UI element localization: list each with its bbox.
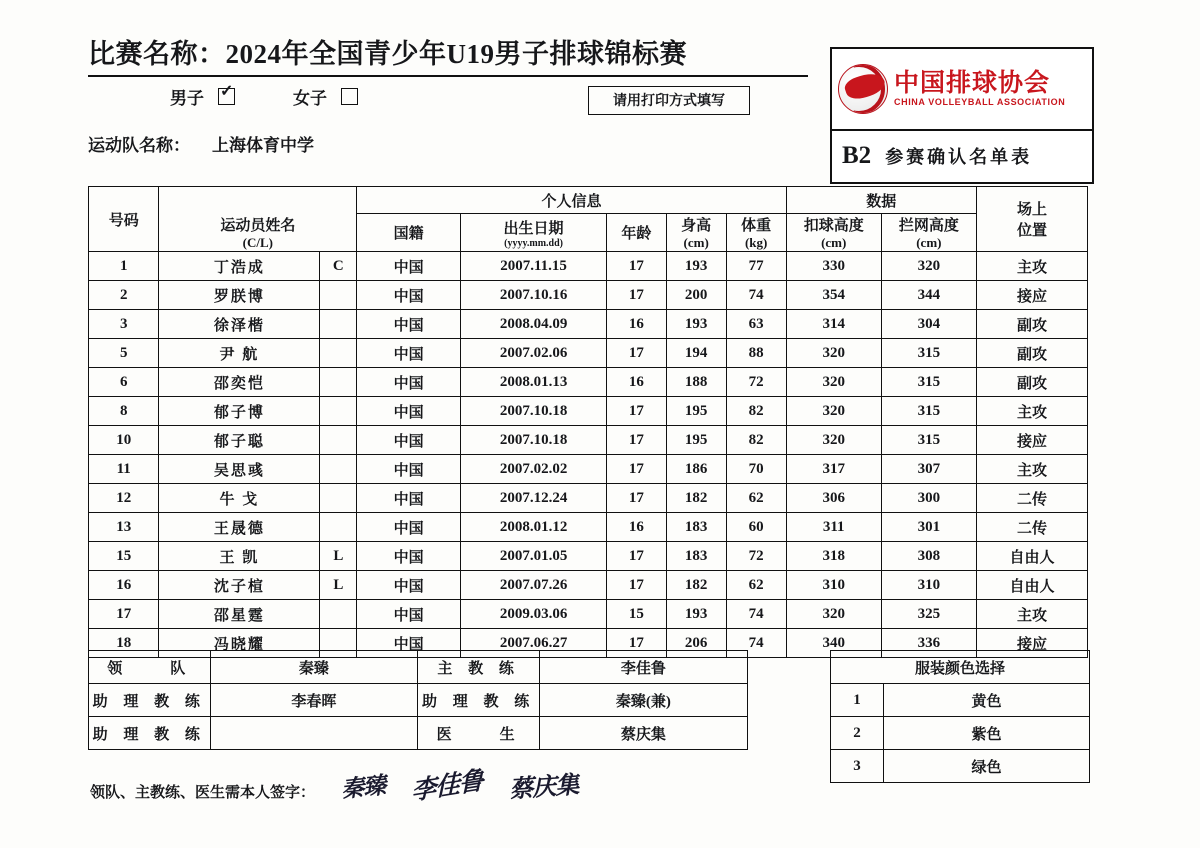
staff-table bbox=[88, 650, 748, 750]
cell-number: 11 bbox=[89, 455, 159, 484]
cell-height: 194 bbox=[666, 339, 726, 368]
cell-weight: 74 bbox=[726, 281, 786, 310]
cell-position: 副攻 bbox=[976, 339, 1087, 368]
team-name: 上海体育中学 bbox=[212, 136, 314, 155]
header-birthdate-main: 出生日期 bbox=[503, 220, 564, 237]
cell-birthdate: 2007.01.05 bbox=[460, 542, 606, 571]
cell-position: 副攻 bbox=[976, 368, 1087, 397]
team-row bbox=[88, 131, 314, 156]
cell-block: 301 bbox=[881, 513, 976, 542]
cell-block: 344 bbox=[881, 281, 976, 310]
header-spike-unit: (cm) bbox=[821, 235, 847, 250]
cell-number: 17 bbox=[89, 600, 159, 629]
cell-athlete-name: 徐泽楷 bbox=[159, 310, 320, 339]
cell-height: 182 bbox=[666, 484, 726, 513]
cell-nationality: 中国 bbox=[357, 397, 461, 426]
header-age: 年龄 bbox=[607, 214, 666, 252]
cell-block: 304 bbox=[881, 310, 976, 339]
header-position-line2: 位置 bbox=[1016, 223, 1047, 239]
color-index: 3 bbox=[831, 750, 884, 783]
cell-weight: 88 bbox=[726, 339, 786, 368]
table-row bbox=[89, 368, 1088, 397]
cell-block: 315 bbox=[881, 426, 976, 455]
cell-spike: 340 bbox=[786, 629, 881, 658]
cell-weight: 82 bbox=[726, 426, 786, 455]
cell-athlete-name: 郁子聪 bbox=[159, 426, 320, 455]
cell-spike: 320 bbox=[786, 339, 881, 368]
cell-weight: 72 bbox=[726, 542, 786, 571]
cell-spike: 320 bbox=[786, 426, 881, 455]
header-block-unit: (cm) bbox=[916, 235, 942, 250]
table-row bbox=[89, 281, 1088, 310]
cell-age: 16 bbox=[607, 513, 666, 542]
table-row bbox=[89, 484, 1088, 513]
signature-doctor: 蔡庆集 bbox=[508, 769, 580, 804]
header-spike-main: 扣球高度 bbox=[803, 218, 864, 234]
cell-athlete-name: 沈子楦 bbox=[159, 571, 320, 600]
cell-weight: 77 bbox=[726, 252, 786, 281]
male-label: 男子 bbox=[170, 89, 204, 108]
cell-age: 17 bbox=[607, 571, 666, 600]
cell-height: 206 bbox=[666, 629, 726, 658]
cell-height: 193 bbox=[666, 600, 726, 629]
cell-block: 336 bbox=[881, 629, 976, 658]
color-value: 绿色 bbox=[884, 750, 1090, 783]
cell-block: 315 bbox=[881, 397, 976, 426]
header-birthdate bbox=[460, 214, 606, 252]
color-row bbox=[831, 750, 1090, 783]
header-group-data: 数据 bbox=[786, 187, 976, 214]
cell-height: 186 bbox=[666, 455, 726, 484]
cell-position: 主攻 bbox=[976, 252, 1087, 281]
association-name-cn: 中国排球协会 bbox=[894, 69, 1051, 97]
cell-height: 200 bbox=[666, 281, 726, 310]
cell-position: 接应 bbox=[976, 629, 1087, 658]
cell-cl bbox=[320, 339, 357, 368]
assistant1-value: 李春晖 bbox=[210, 684, 418, 717]
cell-spike: 320 bbox=[786, 368, 881, 397]
cell-nationality: 中国 bbox=[357, 484, 461, 513]
cell-weight: 63 bbox=[726, 310, 786, 339]
cell-spike: 306 bbox=[786, 484, 881, 513]
cell-block: 315 bbox=[881, 368, 976, 397]
cell-weight: 74 bbox=[726, 600, 786, 629]
staff-row-assistant1 bbox=[89, 684, 748, 717]
cell-height: 188 bbox=[666, 368, 726, 397]
cell-nationality: 中国 bbox=[357, 629, 461, 658]
cell-nationality: 中国 bbox=[357, 339, 461, 368]
cell-nationality: 中国 bbox=[357, 281, 461, 310]
cell-birthdate: 2007.06.27 bbox=[460, 629, 606, 658]
cell-birthdate: 2007.07.26 bbox=[460, 571, 606, 600]
male-checkbox[interactable] bbox=[218, 88, 235, 105]
cell-cl bbox=[320, 281, 357, 310]
cell-number: 5 bbox=[89, 339, 159, 368]
table-row bbox=[89, 310, 1088, 339]
color-row bbox=[831, 684, 1090, 717]
gender-selection bbox=[170, 84, 358, 109]
header-height-main: 身高 bbox=[681, 218, 712, 234]
color-index: 1 bbox=[831, 684, 884, 717]
cell-spike: 320 bbox=[786, 397, 881, 426]
table-header-row-1 bbox=[89, 187, 1088, 214]
cell-weight: 60 bbox=[726, 513, 786, 542]
cell-height: 193 bbox=[666, 252, 726, 281]
staff-row-leader bbox=[89, 651, 748, 684]
cell-weight: 62 bbox=[726, 484, 786, 513]
table-row bbox=[89, 600, 1088, 629]
staff-row-assistant3 bbox=[89, 717, 748, 750]
color-table-body bbox=[831, 684, 1090, 783]
cell-nationality: 中国 bbox=[357, 368, 461, 397]
assistant2-label: 助 理 教 练 bbox=[418, 684, 540, 717]
header-height bbox=[666, 214, 726, 252]
cell-athlete-name: 丁浩成 bbox=[159, 252, 320, 281]
cell-spike: 320 bbox=[786, 600, 881, 629]
cell-age: 17 bbox=[607, 455, 666, 484]
roster-body bbox=[89, 252, 1088, 658]
header-block bbox=[881, 214, 976, 252]
cell-spike: 314 bbox=[786, 310, 881, 339]
cell-athlete-name: 王 凯 bbox=[159, 542, 320, 571]
female-checkbox[interactable] bbox=[341, 88, 358, 105]
cell-birthdate: 2007.11.15 bbox=[460, 252, 606, 281]
signature-leader: 秦臻 bbox=[339, 771, 387, 804]
header-block-main: 拦网高度 bbox=[898, 218, 959, 234]
cell-nationality: 中国 bbox=[357, 600, 461, 629]
cell-birthdate: 2007.10.16 bbox=[460, 281, 606, 310]
female-label: 女子 bbox=[293, 89, 327, 108]
volleyball-icon bbox=[838, 64, 888, 114]
cell-age: 15 bbox=[607, 600, 666, 629]
header-number: 号码 bbox=[89, 187, 159, 252]
cell-nationality: 中国 bbox=[357, 455, 461, 484]
cell-cl: L bbox=[320, 571, 357, 600]
cell-spike: 311 bbox=[786, 513, 881, 542]
cell-number: 2 bbox=[89, 281, 159, 310]
cell-number: 8 bbox=[89, 397, 159, 426]
cell-block: 325 bbox=[881, 600, 976, 629]
cell-block: 307 bbox=[881, 455, 976, 484]
cell-athlete-name: 吴思彧 bbox=[159, 455, 320, 484]
color-index: 2 bbox=[831, 717, 884, 750]
header-athlete-name: 运动员姓名 bbox=[220, 218, 296, 234]
association-name-en: CHINA VOLLEYBALL ASSOCIATION bbox=[894, 97, 1066, 108]
cell-number: 6 bbox=[89, 368, 159, 397]
leader-label: 领 队 bbox=[89, 651, 211, 684]
cell-spike: 330 bbox=[786, 252, 881, 281]
table-row bbox=[89, 339, 1088, 368]
cell-birthdate: 2008.01.12 bbox=[460, 513, 606, 542]
cell-weight: 72 bbox=[726, 368, 786, 397]
cell-cl bbox=[320, 600, 357, 629]
cell-block: 308 bbox=[881, 542, 976, 571]
cell-age: 17 bbox=[607, 484, 666, 513]
cell-spike: 318 bbox=[786, 542, 881, 571]
cell-cl bbox=[320, 455, 357, 484]
table-row bbox=[89, 513, 1088, 542]
color-table-header bbox=[831, 651, 1090, 684]
cell-position: 接应 bbox=[976, 281, 1087, 310]
cell-number: 15 bbox=[89, 542, 159, 571]
doctor-value: 蔡庆集 bbox=[539, 717, 747, 750]
assistant1-label: 助 理 教 练 bbox=[89, 684, 211, 717]
cell-age: 16 bbox=[607, 310, 666, 339]
cell-position: 副攻 bbox=[976, 310, 1087, 339]
head-coach-label: 主 教 练 bbox=[418, 651, 540, 684]
form-title bbox=[88, 32, 808, 77]
cell-nationality: 中国 bbox=[357, 310, 461, 339]
cell-athlete-name: 郁子博 bbox=[159, 397, 320, 426]
cell-age: 17 bbox=[607, 339, 666, 368]
form-name: 参赛确认名单表 bbox=[885, 147, 1033, 167]
cell-height: 193 bbox=[666, 310, 726, 339]
cell-height: 195 bbox=[666, 426, 726, 455]
cell-weight: 74 bbox=[726, 629, 786, 658]
cell-block: 310 bbox=[881, 571, 976, 600]
cell-nationality: 中国 bbox=[357, 542, 461, 571]
cell-birthdate: 2007.10.18 bbox=[460, 426, 606, 455]
cell-age: 17 bbox=[607, 629, 666, 658]
signature-row bbox=[90, 765, 580, 806]
cell-cl bbox=[320, 513, 357, 542]
header-weight-unit: (kg) bbox=[744, 235, 768, 250]
header-position-line1: 场上 bbox=[1016, 202, 1047, 218]
cell-cl bbox=[320, 368, 357, 397]
header-weight-main: 体重 bbox=[741, 218, 772, 234]
cell-athlete-name: 邵星霆 bbox=[159, 600, 320, 629]
table-row bbox=[89, 542, 1088, 571]
cell-position: 接应 bbox=[976, 426, 1087, 455]
roster-table bbox=[88, 186, 1088, 658]
cell-height: 183 bbox=[666, 513, 726, 542]
logo-bottom bbox=[832, 131, 1092, 181]
cell-spike: 354 bbox=[786, 281, 881, 310]
cell-athlete-name: 冯晓耀 bbox=[159, 629, 320, 658]
cell-birthdate: 2007.02.06 bbox=[460, 339, 606, 368]
cell-athlete-name: 尹 航 bbox=[159, 339, 320, 368]
cell-birthdate: 2007.02.02 bbox=[460, 455, 606, 484]
cell-nationality: 中国 bbox=[357, 426, 461, 455]
team-label: 运动队名称： bbox=[88, 136, 190, 155]
cell-age: 17 bbox=[607, 281, 666, 310]
logo-top bbox=[832, 49, 1092, 131]
cell-weight: 62 bbox=[726, 571, 786, 600]
assistant2-value: 秦臻(兼) bbox=[539, 684, 747, 717]
cell-birthdate: 2007.12.24 bbox=[460, 484, 606, 513]
header-spike bbox=[786, 214, 881, 252]
color-row bbox=[831, 717, 1090, 750]
cell-athlete-name: 牛 戈 bbox=[159, 484, 320, 513]
header-height-unit: (cm) bbox=[683, 235, 709, 250]
cell-position: 主攻 bbox=[976, 397, 1087, 426]
header-birthdate-sub: (yyyy.mm.dd) bbox=[504, 237, 564, 249]
cell-cl bbox=[320, 426, 357, 455]
table-row bbox=[89, 426, 1088, 455]
cell-number: 13 bbox=[89, 513, 159, 542]
cell-position: 主攻 bbox=[976, 455, 1087, 484]
cell-nationality: 中国 bbox=[357, 571, 461, 600]
cell-cl bbox=[320, 484, 357, 513]
cell-block: 320 bbox=[881, 252, 976, 281]
assistant3-value bbox=[210, 717, 418, 750]
head-coach-value: 李佳鲁 bbox=[539, 651, 747, 684]
cell-spike: 310 bbox=[786, 571, 881, 600]
color-value: 紫色 bbox=[884, 717, 1090, 750]
header-athlete-name-sub: (C/L) bbox=[242, 235, 273, 250]
cell-number: 16 bbox=[89, 571, 159, 600]
cell-block: 315 bbox=[881, 339, 976, 368]
cell-birthdate: 2009.03.06 bbox=[460, 600, 606, 629]
page-title: 比赛名称：2024年全国青少年U19男子排球锦标赛 bbox=[88, 32, 808, 77]
cell-birthdate: 2008.01.13 bbox=[460, 368, 606, 397]
cell-height: 183 bbox=[666, 542, 726, 571]
header-group-personal: 个人信息 bbox=[357, 187, 786, 214]
cell-number: 10 bbox=[89, 426, 159, 455]
color-value: 黄色 bbox=[884, 684, 1090, 717]
cell-birthdate: 2007.10.18 bbox=[460, 397, 606, 426]
cell-nationality: 中国 bbox=[357, 252, 461, 281]
cell-birthdate: 2008.04.09 bbox=[460, 310, 606, 339]
header-position bbox=[976, 187, 1087, 252]
cell-weight: 82 bbox=[726, 397, 786, 426]
header-athlete-name-group bbox=[159, 187, 357, 252]
print-note: 请用打印方式填写 bbox=[588, 86, 750, 115]
cell-cl: C bbox=[320, 252, 357, 281]
cell-age: 17 bbox=[607, 542, 666, 571]
cell-position: 主攻 bbox=[976, 600, 1087, 629]
assistant3-label: 助 理 教 练 bbox=[89, 717, 211, 750]
cell-cl bbox=[320, 310, 357, 339]
cell-nationality: 中国 bbox=[357, 513, 461, 542]
cell-cl bbox=[320, 397, 357, 426]
table-row bbox=[89, 397, 1088, 426]
cell-height: 195 bbox=[666, 397, 726, 426]
header-weight bbox=[726, 214, 786, 252]
table-row bbox=[89, 571, 1088, 600]
signature-label: 领队、主教练、医生需本人签字： bbox=[90, 785, 316, 801]
cell-number: 1 bbox=[89, 252, 159, 281]
signature-head-coach: 李佳鲁 bbox=[411, 765, 483, 806]
table-row bbox=[89, 455, 1088, 484]
association-logo-box bbox=[830, 47, 1094, 184]
form-code: B2 bbox=[842, 142, 872, 169]
cell-position: 自由人 bbox=[976, 542, 1087, 571]
cell-number: 18 bbox=[89, 629, 159, 658]
cell-position: 二传 bbox=[976, 484, 1087, 513]
cell-position: 自由人 bbox=[976, 571, 1087, 600]
cell-athlete-name: 邵奕恺 bbox=[159, 368, 320, 397]
cell-height: 182 bbox=[666, 571, 726, 600]
color-table-title: 服装颜色选择 bbox=[831, 651, 1090, 684]
cell-age: 16 bbox=[607, 368, 666, 397]
cell-weight: 70 bbox=[726, 455, 786, 484]
doctor-label: 医 生 bbox=[418, 717, 540, 750]
cell-age: 17 bbox=[607, 397, 666, 426]
cell-number: 12 bbox=[89, 484, 159, 513]
cell-age: 17 bbox=[607, 252, 666, 281]
cell-athlete-name: 王晟德 bbox=[159, 513, 320, 542]
header-nationality: 国籍 bbox=[357, 214, 461, 252]
cell-spike: 317 bbox=[786, 455, 881, 484]
table-row bbox=[89, 252, 1088, 281]
cell-athlete-name: 罗朕博 bbox=[159, 281, 320, 310]
cell-position: 二传 bbox=[976, 513, 1087, 542]
cell-block: 300 bbox=[881, 484, 976, 513]
uniform-color-table bbox=[830, 650, 1090, 783]
leader-value: 秦臻 bbox=[210, 651, 418, 684]
cell-age: 17 bbox=[607, 426, 666, 455]
cell-cl: L bbox=[320, 542, 357, 571]
cell-number: 3 bbox=[89, 310, 159, 339]
